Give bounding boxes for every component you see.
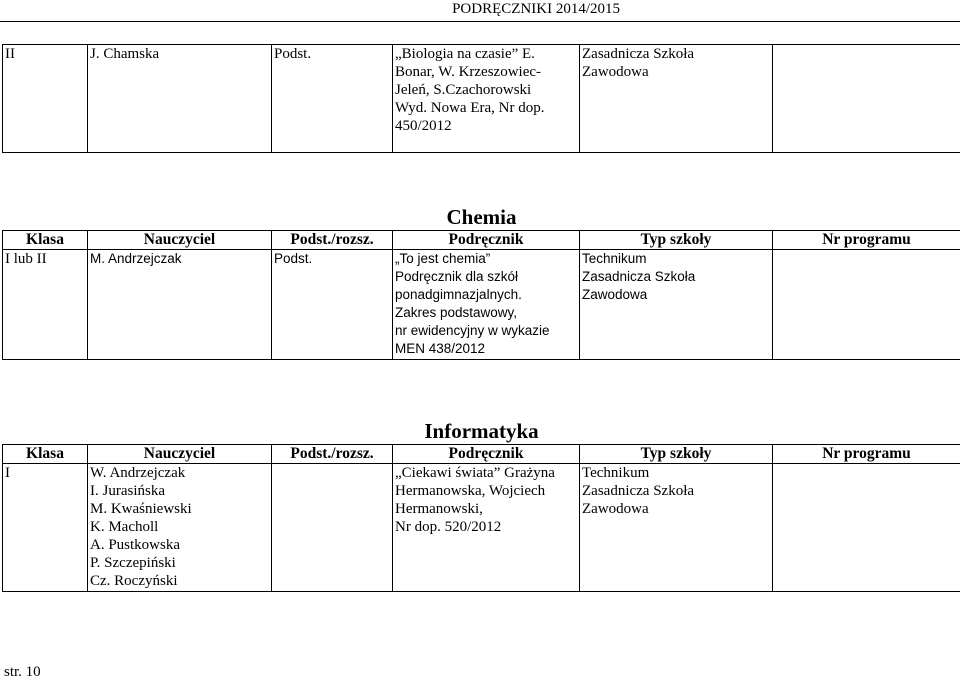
top-table <box>2 44 960 153</box>
typ-szkoly-cell: Zasadnicza Szkoła Zawodowa <box>580 45 773 153</box>
table-row <box>3 250 960 360</box>
section-title-informatyka: Informatyka <box>3 412 960 445</box>
col-podrecznik: Podręcznik <box>393 445 580 464</box>
col-nr-programu: Nr programu <box>773 231 960 250</box>
table-row <box>3 464 960 592</box>
podst-cell: Podst. <box>272 250 393 360</box>
typ-szkoly-cell: Technikum Zasadnicza Szkoła Zawodowa <box>580 250 773 360</box>
klasa-cell: I <box>3 464 88 592</box>
table-header-row <box>3 231 960 250</box>
podst-cell <box>272 464 393 592</box>
nr-programu-cell <box>773 45 960 153</box>
nauczyciel-cell: J. Chamska <box>88 45 272 153</box>
col-klasa: Klasa <box>3 231 88 250</box>
col-typ-szkoly: Typ szkoły <box>580 445 773 464</box>
podrecznik-cell: „Biologia na czasie” E. Bonar, W. Krzeszowiec- Jeleń, S.Czachorowski Wyd. Nowa Era, Nr dop. 450/2012 <box>393 45 580 153</box>
podst-cell: Podst. <box>272 45 393 153</box>
nr-programu-cell <box>773 250 960 360</box>
informatyka-table <box>2 412 960 592</box>
nauczyciel-cell: W. Andrzejczak I. Jurasińska M. Kwaśniewski K. Macholl A. Pustkowska P. Szczepiński Cz. Roczyński <box>88 464 272 592</box>
page-header-title: PODRĘCZNIKI 2014/2015 <box>452 1 620 17</box>
klasa-cell: II <box>3 45 88 153</box>
col-podrecznik: Podręcznik <box>393 231 580 250</box>
podrecznik-cell: „Ciekawi świata” Grażyna Hermanowska, Wojciech Hermanowski, Nr dop. 520/2012 <box>393 464 580 592</box>
col-nauczyciel: Nauczyciel <box>88 231 272 250</box>
table-header-row <box>3 445 960 464</box>
col-klasa: Klasa <box>3 445 88 464</box>
nauczyciel-cell: M. Andrzejczak <box>88 250 272 360</box>
table-row <box>3 45 960 153</box>
podrecznik-cell: „To jest chemia” Podręcznik dla szkół ponadgimnazjalnych. Zakres podstawowy, nr ewidencyjny w wykazie MEN 438/2012 <box>393 250 580 360</box>
col-nauczyciel: Nauczyciel <box>88 445 272 464</box>
col-typ-szkoly: Typ szkoły <box>580 231 773 250</box>
col-nr-programu: Nr programu <box>773 445 960 464</box>
col-podst: Podst./rozsz. <box>272 231 393 250</box>
typ-szkoly-cell: Technikum Zasadnicza Szkoła Zawodowa <box>580 464 773 592</box>
col-podst: Podst./rozsz. <box>272 445 393 464</box>
chemia-table <box>2 198 960 360</box>
nr-programu-cell <box>773 464 960 592</box>
section-title-chemia: Chemia <box>3 198 960 231</box>
page-number: str. 10 <box>4 664 41 680</box>
header-divider <box>0 21 960 22</box>
klasa-cell: I lub II <box>3 250 88 360</box>
